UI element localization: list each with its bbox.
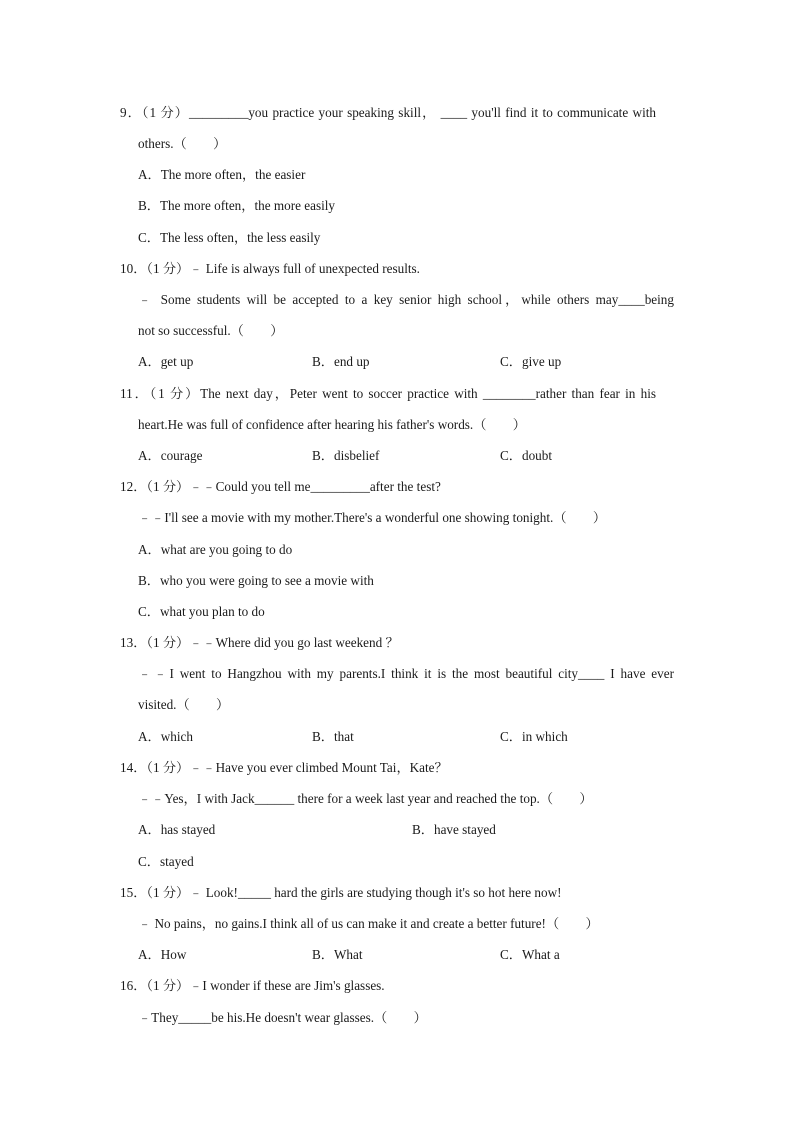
question-stem-line: 9．（1 分）_________you practice your speaking skill， ____ you'll find it to communicate with <box>120 105 656 120</box>
option-b: B．who you were going to see a movie with <box>138 573 374 588</box>
question-stem-line: ﹣ Some students will be accepted to a key senior high school，while others may____being <box>138 292 674 307</box>
option-b: B．The more often，the more easily <box>138 198 336 213</box>
question-stem-line: 13．（1 分）﹣﹣Where did you go last weekend ？ <box>120 635 399 650</box>
question-stem-line: ﹣﹣Yes，I with Jack______ there for a week last year and reached the top.（ ） <box>138 791 593 806</box>
option-b: B．What <box>312 947 363 962</box>
option-a: A．which <box>138 729 193 744</box>
question-stem-line: not so successful.（ ） <box>138 323 284 338</box>
question-stem-line: ﹣﹣I'll see a movie with my mother.There's a wonderful one showing tonight.（ ） <box>138 510 607 525</box>
question-stem-line: 10．（1 分）﹣ Life is always full of unexpected results. <box>120 261 420 276</box>
question-stem-line: ﹣﹣I went to Hangzhou with my parents.I think it is the most beautiful city____ I have ever <box>138 666 674 681</box>
question-stem-line: visited.（ ） <box>138 697 230 712</box>
option-c: C．what you plan to do <box>138 604 265 619</box>
question-stem-line: ﹣ No pains，no gains.I think all of us can make it and create a better future!（ ） <box>138 916 599 931</box>
option-a: A．what are you going to do <box>138 542 293 557</box>
question-stem-line: ﹣They_____be his.He doesn't wear glasses.（ ） <box>138 1010 427 1025</box>
question-stem-line: 14．（1 分）﹣﹣Have you ever climbed Mount Tai，Kate？ <box>120 760 448 775</box>
option-c: C．What a <box>500 947 560 962</box>
option-b: B．disbelief <box>312 448 380 463</box>
option-c: C．in which <box>500 729 568 744</box>
question-stem-line: others.（ ） <box>138 136 227 151</box>
option-c: C．The less often，the less easily <box>138 230 321 245</box>
option-a: A．courage <box>138 448 203 463</box>
option-c: C．doubt <box>500 448 553 463</box>
question-stem-line: 16．（1 分）﹣I wonder if these are Jim's glasses. <box>120 978 385 993</box>
option-b: B．have stayed <box>412 822 496 837</box>
option-a: A．How <box>138 947 187 962</box>
question-stem-line: heart.He was full of confidence after hearing his father's words.（ ） <box>138 417 526 432</box>
option-b: B．end up <box>312 354 370 369</box>
option-c: C．give up <box>500 354 562 369</box>
question-stem-line: 12．（1 分）﹣﹣Could you tell me_________after the test? <box>120 479 441 494</box>
question-stem-line: 15．（1 分）﹣ Look!_____ hard the girls are studying though it's so hot here now! <box>120 885 562 900</box>
option-a: A．get up <box>138 354 194 369</box>
option-c: C．stayed <box>138 854 194 869</box>
option-a: A．has stayed <box>138 822 216 837</box>
option-b: B．that <box>312 729 354 744</box>
question-stem-line: 11．（1 分）The next day，Peter went to soccer practice with ________rather than fear in his <box>120 386 656 401</box>
option-a: A．The more often，the easier <box>138 167 306 182</box>
